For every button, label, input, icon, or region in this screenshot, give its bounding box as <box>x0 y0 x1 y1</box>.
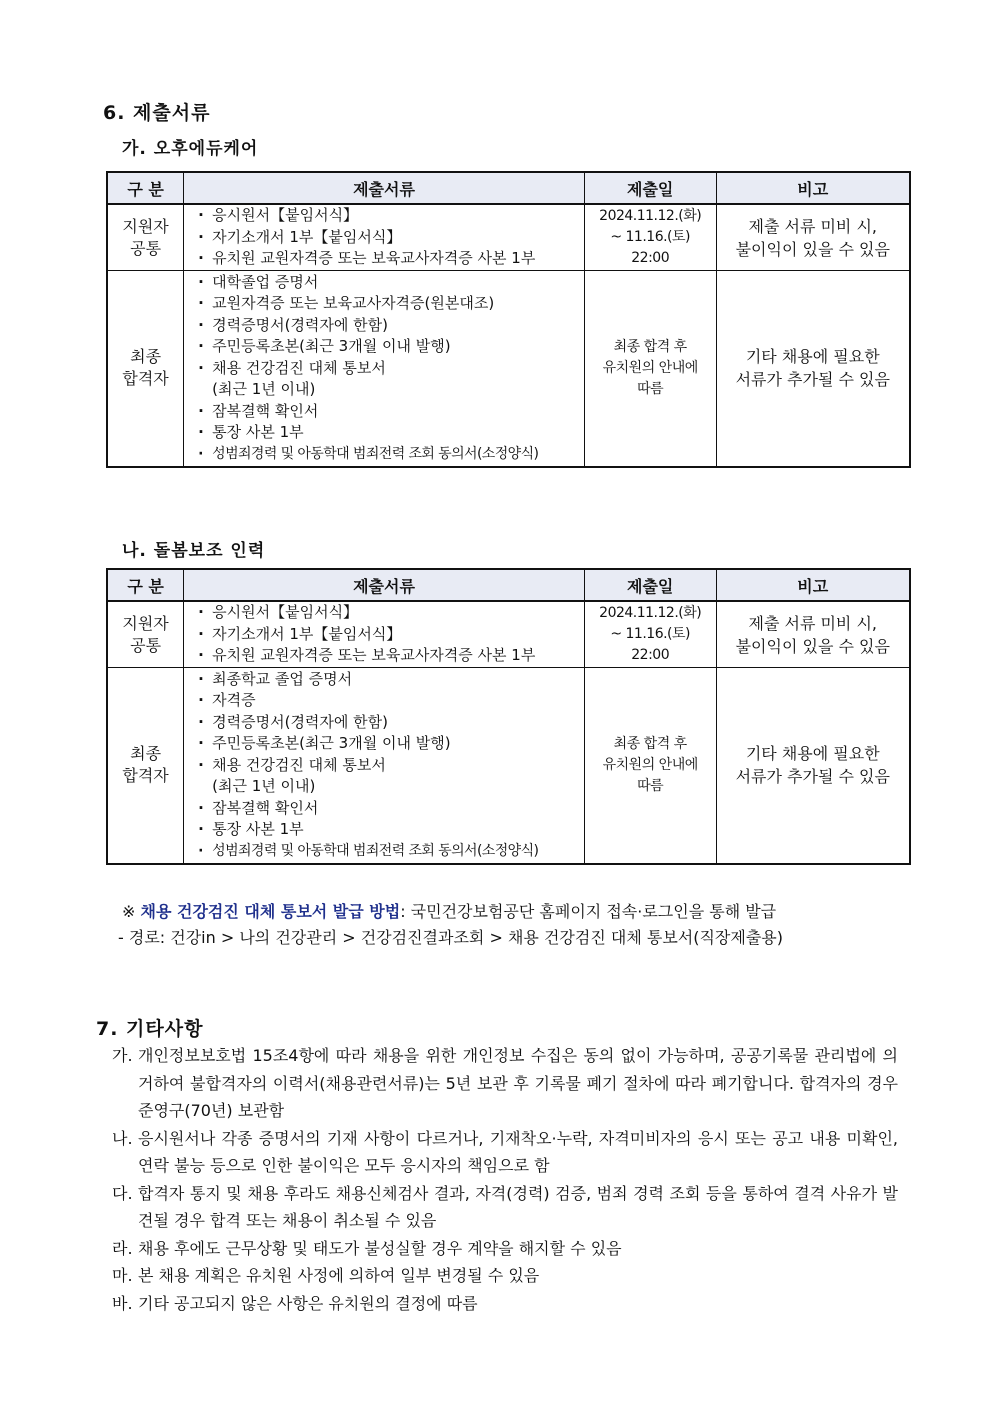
notice-mark: ※ <box>122 902 136 921</box>
note-line: 기타 채용에 필요한 <box>745 744 880 764</box>
documents-cell <box>184 271 585 467</box>
list-item <box>112 1125 898 1180</box>
item-prefix: 바. <box>112 1293 133 1313</box>
list-item <box>112 1042 898 1125</box>
date-line: ~ 11.16.(토) <box>610 229 691 245</box>
document-item: · 채용 건강검진 대체 통보서 <box>196 755 584 777</box>
item-text: 기타 공고되지 않은 사항은 유치원의 결정에 따름 <box>138 1293 478 1313</box>
notice-text: : 국민건강보험공단 홈페이지 접속·로그인을 통해 발급 <box>400 902 777 921</box>
document-item: · 응시원서【붙임서식】 <box>196 205 584 227</box>
list-item <box>112 1262 898 1290</box>
header-category: 구 분 <box>107 569 184 601</box>
part-b-title: 나. 돌봄보조 인력 <box>122 541 266 561</box>
note-cell <box>716 668 910 864</box>
category-line: 최종 <box>130 347 162 367</box>
item-text: 본 채용 계획은 유치원 사정에 의하여 일부 변경될 수 있음 <box>138 1266 540 1285</box>
list-item <box>112 1235 898 1263</box>
header-note: 비고 <box>716 569 910 601</box>
notice-keyword: 채용 건강검진 대체 통보서 발급 방법 <box>140 902 401 921</box>
document-item: · 성범죄경력 및 아동학대 범죄전력 조회 동의서(소정양식) <box>196 444 584 466</box>
document-item: · 대학졸업 증명서 <box>196 272 584 294</box>
note-line: 기타 채용에 필요한 <box>745 347 880 367</box>
date-line: 22:00 <box>631 250 670 266</box>
header-documents: 제출서류 <box>184 569 585 601</box>
note-cell <box>716 601 910 668</box>
document-item: · 교원자격증 또는 보육교사자격증(원본대조) <box>196 293 584 315</box>
date-line: 유치원의 안내에 <box>602 359 698 376</box>
item-prefix: 나. <box>112 1128 133 1148</box>
document-item: · 통장 사본 1부 <box>196 422 584 444</box>
date-cell <box>584 204 716 271</box>
document-item: · 응시원서【붙임서식】 <box>196 602 584 624</box>
health-check-notice <box>96 899 896 951</box>
note-line: 제출 서류 미비 시, <box>748 613 878 633</box>
document-item: · 유치원 교원자격증 또는 보육교사자격증 사본 1부 <box>196 248 584 270</box>
date-line: 유치원의 안내에 <box>602 756 698 773</box>
header-date: 제출일 <box>584 172 716 204</box>
category-line: 지원자 <box>122 216 169 236</box>
date-line: 22:00 <box>631 647 670 663</box>
note-cell <box>716 204 910 271</box>
document-item: · 잠복결핵 확인서 <box>196 798 584 820</box>
document-item-continuation: (최근 1년 이내) <box>212 380 316 398</box>
document-item: · 자격증 <box>196 690 584 712</box>
list-item <box>112 1290 898 1318</box>
document-item: · 경력증명서(경력자에 한함) <box>196 712 584 734</box>
category-cell <box>107 668 184 864</box>
item-text: 합격자 통지 및 채용 후라도 채용신체검사 결과, 자격(경력) 검증, 범죄 경력 조회 등을 통하여 결격 사유가 발견될 경우 합격 또는 채용이 취소될 수 있음 <box>138 1183 898 1230</box>
category-line: 지원자 <box>122 613 169 633</box>
date-line: 따름 <box>637 380 664 397</box>
document-item: · 자기소개서 1부【붙임서식】 <box>196 227 584 249</box>
documents-cell <box>184 601 585 668</box>
date-line: 따름 <box>637 777 664 794</box>
table-row <box>107 271 910 467</box>
document-item: · 주민등록초본(최근 3개월 이내 발행) <box>196 733 584 755</box>
item-prefix: 다. <box>112 1183 133 1203</box>
category-cell <box>107 601 184 668</box>
header-date: 제출일 <box>584 569 716 601</box>
document-item: · 최종학교 졸업 증명서 <box>196 669 584 691</box>
date-line: 2024.11.12.(화) <box>599 208 702 224</box>
header-note: 비고 <box>716 172 910 204</box>
misc-list <box>112 1042 898 1317</box>
section-7-title: 7. 기타사항 <box>96 1018 204 1040</box>
item-prefix: 가. <box>112 1046 133 1065</box>
item-text: 응시원서나 각종 증명서의 기재 사항이 다르거나, 기재착오·누락, 자격미비자의 응시 또는 공고 내용 미확인, 연락 불능 등으로 인한 불이익은 모두 응시자의 책임으로 함 <box>138 1128 898 1175</box>
category-line: 합격자 <box>122 766 169 786</box>
category-line: 공통 <box>130 238 162 258</box>
note-cell <box>716 271 910 467</box>
date-cell <box>584 271 716 467</box>
document-item: · 성범죄경력 및 아동학대 범죄전력 조회 동의서(소정양식) <box>196 841 584 863</box>
category-line: 합격자 <box>122 369 169 389</box>
table-header-row <box>107 569 910 601</box>
documents-cell <box>184 668 585 864</box>
header-documents: 제출서류 <box>184 172 585 204</box>
date-cell <box>584 668 716 864</box>
table-header-row <box>107 172 910 204</box>
document-item: · 경력증명서(경력자에 한함) <box>196 315 584 337</box>
date-line: 최종 합격 후 <box>613 338 687 355</box>
document-item: · 자기소개서 1부【붙임서식】 <box>196 624 584 646</box>
note-line: 불이익이 있을 수 있음 <box>735 239 890 259</box>
item-text: 개인정보보호법 15조4항에 따라 채용을 위한 개인정보 수집은 동의 없이 가능하며, 공공기록물 관리법에 의거하여 불합격자의 이력서(채용관련서류)는 5년 보관 후 기록물 폐기 절차에 따라 폐기합니다. 합격자의 경우 준영구(70년) 보관함 <box>138 1046 898 1120</box>
date-line: ~ 11.16.(토) <box>610 626 691 642</box>
header-category: 구 분 <box>107 172 184 204</box>
note-line: 제출 서류 미비 시, <box>748 216 878 236</box>
documents-cell <box>184 204 585 271</box>
document-item: · 채용 건강검진 대체 통보서 <box>196 358 584 380</box>
document-item-continuation: (최근 1년 이내) <box>212 777 316 795</box>
note-line: 서류가 추가될 수 있음 <box>735 767 890 787</box>
document-item: · 잠복결핵 확인서 <box>196 401 584 423</box>
date-line: 최종 합격 후 <box>613 735 687 752</box>
table-row <box>107 204 910 271</box>
category-cell <box>107 271 184 467</box>
category-line: 최종 <box>130 744 162 764</box>
document-item: · 유치원 교원자격증 또는 보육교사자격증 사본 1부 <box>196 645 584 667</box>
submission-table-a <box>106 171 911 468</box>
date-line: 2024.11.12.(화) <box>599 605 702 621</box>
table-row <box>107 601 910 668</box>
note-line: 서류가 추가될 수 있음 <box>735 370 890 390</box>
submission-table-b <box>106 568 911 865</box>
category-cell <box>107 204 184 271</box>
table-row <box>107 668 910 864</box>
notice-path: - 경로: 건강in > 나의 건강관리 > 건강검진결과조회 > 채용 건강검진 대체 통보서(직장제출용) <box>118 928 783 947</box>
item-prefix: 라. <box>112 1238 133 1258</box>
date-cell <box>584 601 716 668</box>
document-item: · 통장 사본 1부 <box>196 819 584 841</box>
category-line: 공통 <box>130 635 162 655</box>
list-item <box>112 1180 898 1235</box>
note-line: 불이익이 있을 수 있음 <box>735 636 890 656</box>
document-item: · 주민등록초본(최근 3개월 이내 발행) <box>196 336 584 358</box>
section-6-title: 6. 제출서류 <box>103 102 211 124</box>
item-prefix: 마. <box>112 1266 133 1285</box>
part-a-title: 가. 오후에듀케어 <box>122 139 259 159</box>
notice-line <box>96 899 896 925</box>
item-text: 채용 후에도 근무상황 및 태도가 불성실할 경우 계약을 해지할 수 있음 <box>138 1238 622 1258</box>
